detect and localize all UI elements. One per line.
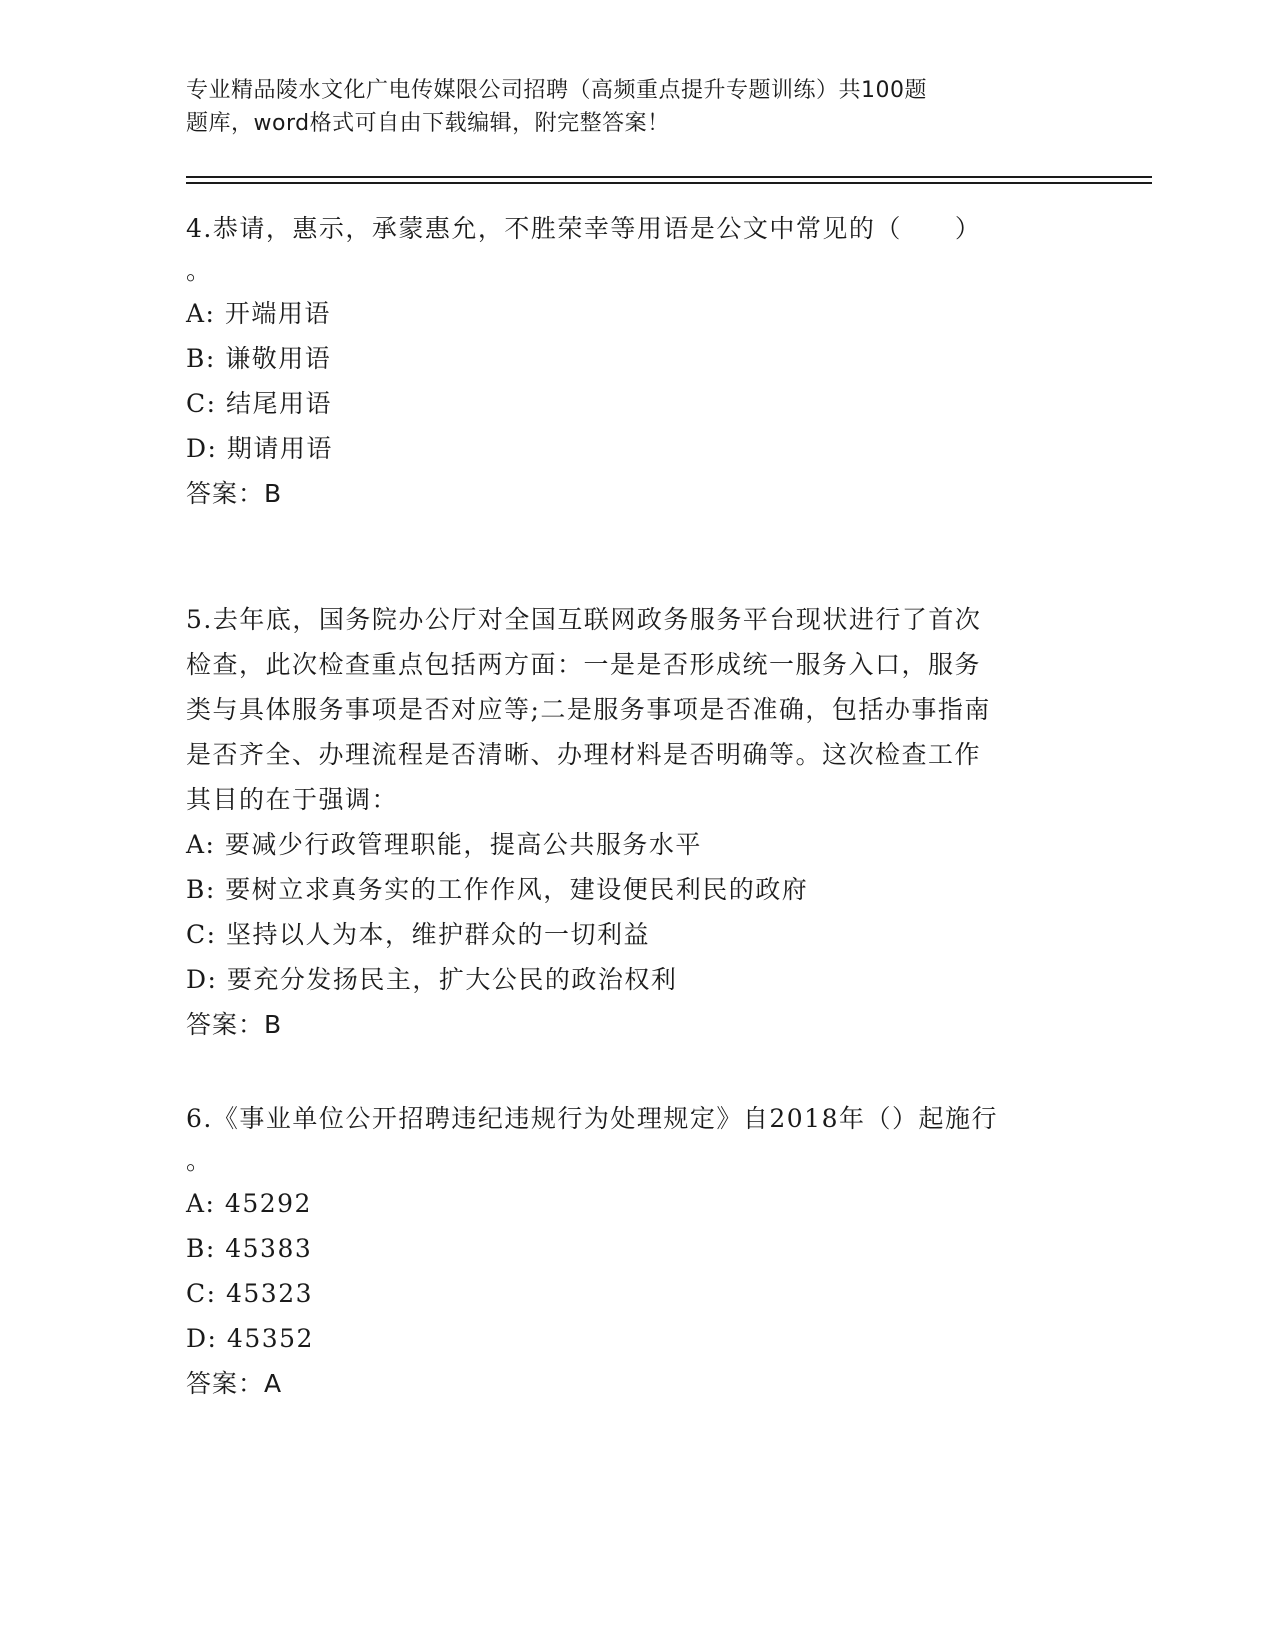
answer-label: 答案：B — [186, 479, 283, 508]
option-c: C: 45323 — [186, 1279, 314, 1308]
header-line-2: 题库，word格式可自由下载编辑，附完整答案！ — [186, 111, 670, 136]
document-header — [186, 74, 1046, 140]
question-stem-line: 。 — [186, 1146, 213, 1175]
question-stem-line: 是否齐全、办理流程是否清晰、办理材料是否明确等。这次检查工作 — [186, 740, 982, 769]
option-c: C: 坚持以人为本，维护群众的一切利益 — [186, 920, 650, 949]
option-d: D: 期请用语 — [186, 434, 333, 463]
option-b: B: 要树立求真务实的工作作风，建设便民利民的政府 — [186, 875, 809, 904]
question-stem-line: 6.《事业单位公开招聘违纪违规行为处理规定》自2018年（）起施行 — [186, 1104, 998, 1133]
header-divider-top — [186, 176, 1152, 178]
question-stem-line: 4.恭请，惠示，承蒙惠允，不胜荣幸等用语是公文中常见的（ ） — [186, 214, 982, 243]
option-a: A: 要减少行政管理职能，提高公共服务水平 — [186, 830, 702, 859]
option-a: A: 45292 — [186, 1189, 312, 1218]
question-stem-line: 其目的在于强调： — [186, 785, 399, 814]
question-stem-line: 类与具体服务事项是否对应等;二是服务事项是否准确，包括办事指南 — [186, 695, 991, 724]
option-c: C: 结尾用语 — [186, 389, 332, 418]
answer-label: 答案：B — [186, 1010, 283, 1039]
question-stem-line: 检查，此次检查重点包括两方面：一是是否形成统一服务入口，服务 — [186, 650, 982, 679]
header-line-1: 专业精品陵水文化广电传媒限公司招聘（高频重点提升专题训练）共100题 — [186, 78, 927, 103]
question-4 — [186, 206, 1086, 516]
option-b: B: 谦敬用语 — [186, 344, 332, 373]
question-stem-line: 5.去年底，国务院办公厅对全国互联网政务服务平台现状进行了首次 — [186, 605, 982, 634]
option-b: B: 45383 — [186, 1234, 313, 1263]
option-a: A: 开端用语 — [186, 299, 331, 328]
answer-label: 答案：A — [186, 1369, 283, 1398]
option-d: D: 45352 — [186, 1324, 314, 1353]
option-d: D: 要充分发扬民主，扩大公民的政治权利 — [186, 965, 678, 994]
header-divider-bottom — [186, 182, 1152, 184]
question-stem-line: 。 — [186, 256, 213, 285]
question-5 — [186, 597, 1086, 1047]
question-6 — [186, 1096, 1086, 1406]
